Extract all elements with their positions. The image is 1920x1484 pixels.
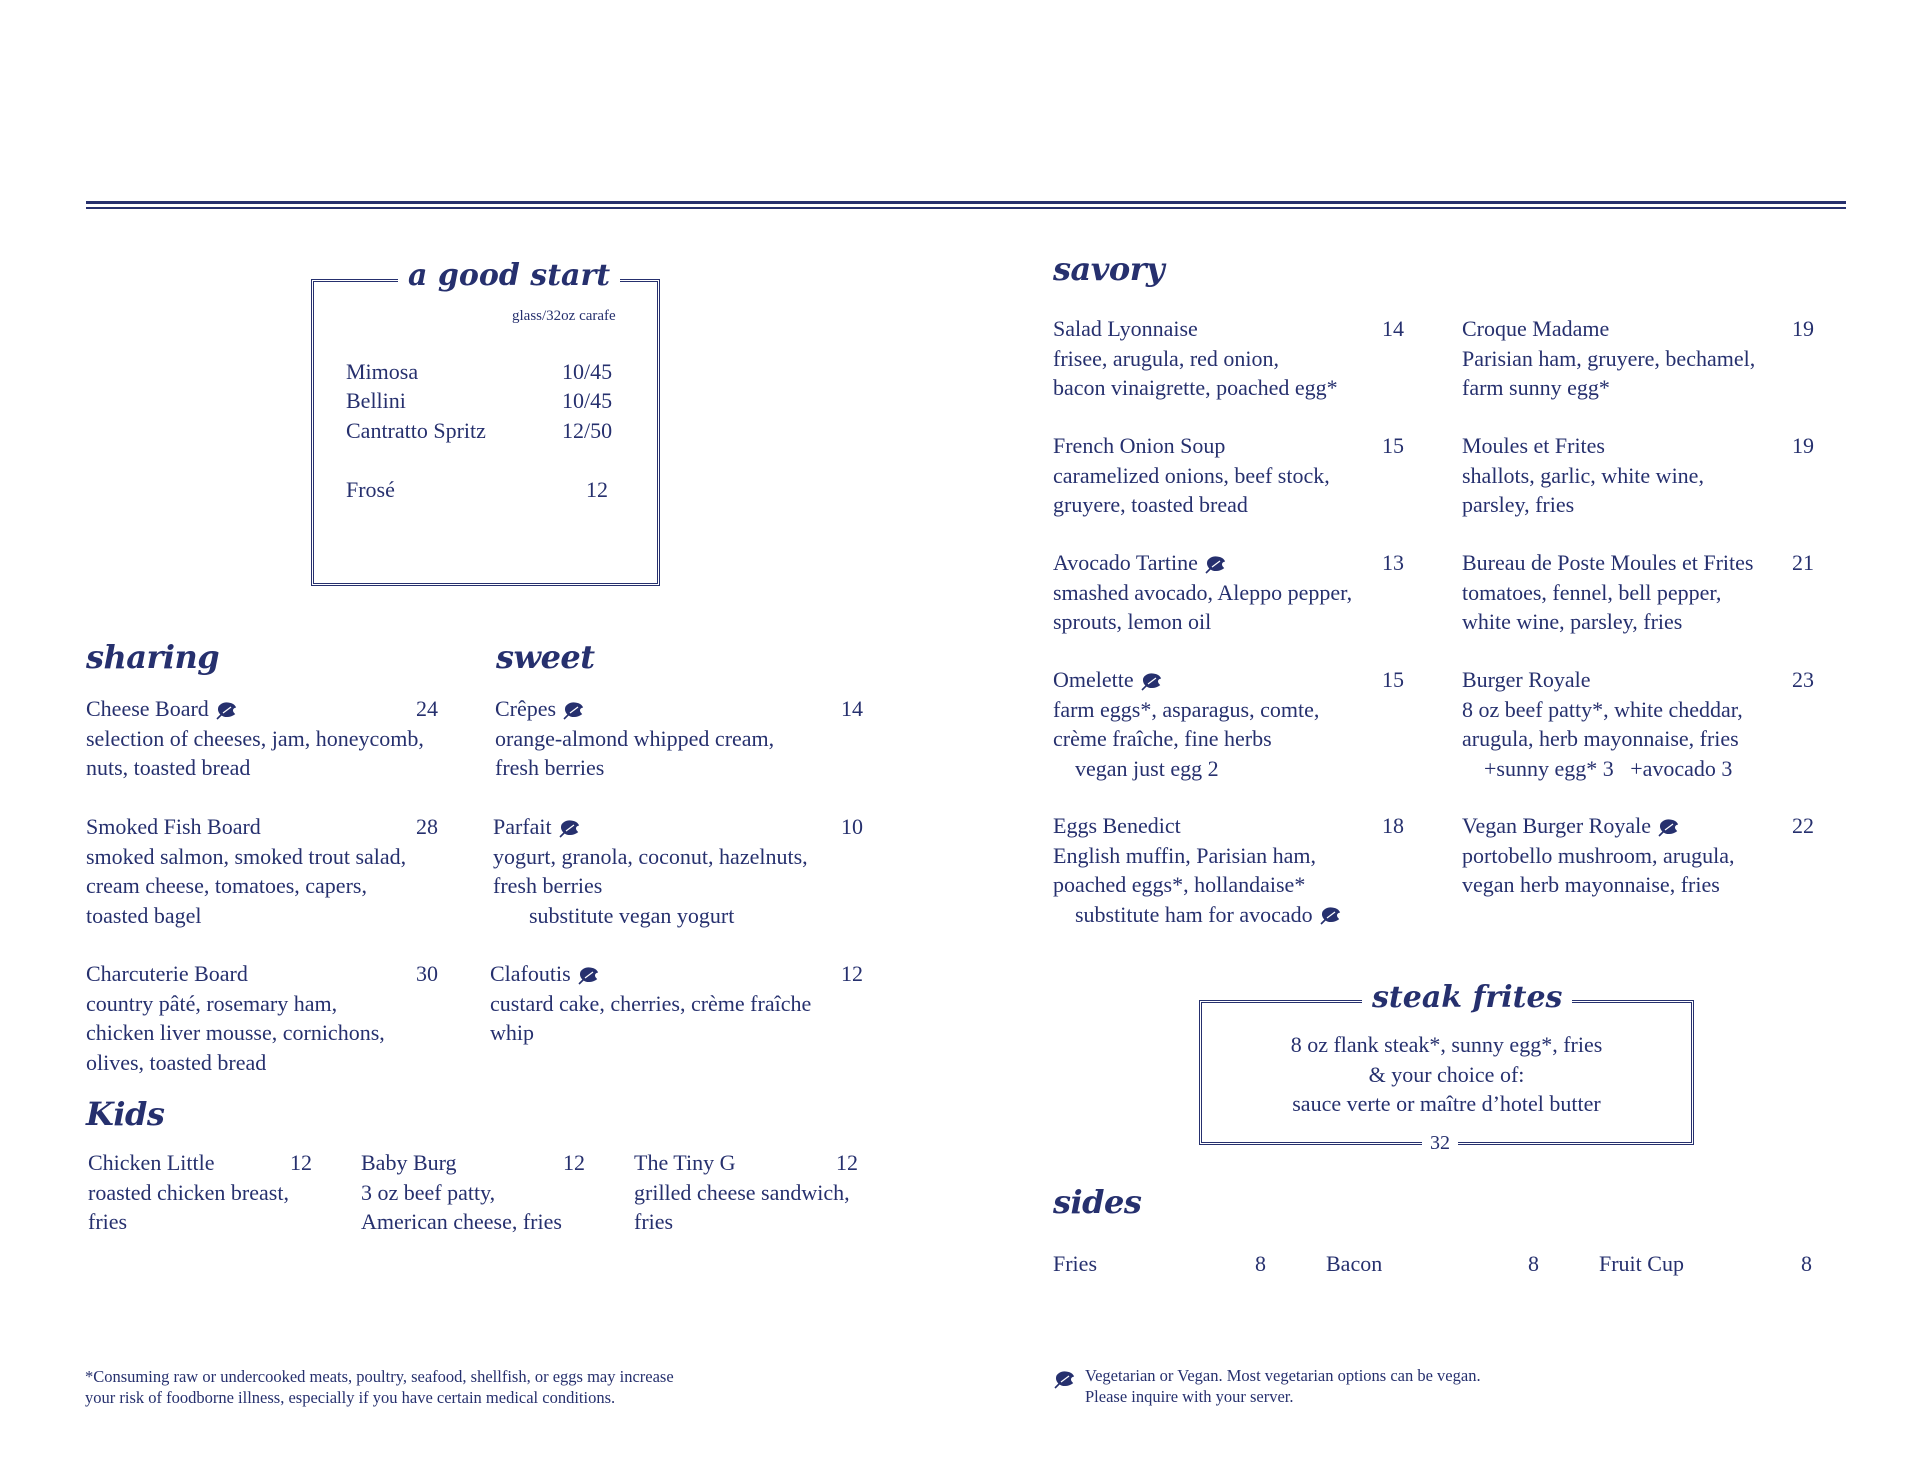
savory-item-omelette — [1053, 665, 1404, 783]
item-desc: toasted bagel — [86, 902, 202, 928]
item-price: 12 — [586, 477, 608, 502]
steak-frites-line: sauce verte or maître d’hotel butter — [1292, 1091, 1601, 1116]
item-desc: olives, toasted bread — [86, 1049, 267, 1075]
item-desc: smoked salmon, smoked trout salad, — [86, 843, 407, 869]
item-name: Moules et Frites — [1462, 433, 1605, 458]
option-text: substitute ham for avocado — [1075, 901, 1313, 927]
item-price: 10 — [841, 814, 863, 839]
item-desc: yogurt, granola, coconut, hazelnuts, — [493, 843, 808, 869]
item-name: Salad Lyonnaise — [1053, 316, 1198, 341]
item-price: 13 — [1382, 550, 1404, 575]
savory-item-salad-lyonnaise — [1053, 314, 1404, 403]
sharing-item-cheese-board — [86, 694, 438, 783]
item-price: 12 — [836, 1150, 858, 1175]
kids-heading: Kids — [86, 1095, 165, 1133]
sharing-item-charcuterie-board — [86, 959, 438, 1077]
sides-item-bacon — [1326, 1249, 1539, 1279]
steak-frites-title: steak frites — [1362, 980, 1572, 1015]
good-start-item — [346, 386, 613, 416]
steak-frites-price: 32 — [1422, 1131, 1458, 1155]
item-name: Eggs Benedict — [1053, 813, 1181, 838]
leaf-icon — [1204, 555, 1226, 575]
savory-item-vegan-burger-royale — [1462, 811, 1814, 900]
item-name: Bellini — [346, 388, 406, 413]
item-desc: vegan herb mayonnaise, fries — [1462, 872, 1720, 897]
item-price: 23 — [1792, 667, 1814, 692]
item-name: Mimosa — [346, 359, 419, 384]
item-desc: grilled cheese sandwich, — [634, 1179, 850, 1205]
item-name: Burger Royale — [1462, 667, 1591, 692]
item-name: Avocado Tartine — [1053, 550, 1198, 575]
item-price: 21 — [1792, 550, 1814, 575]
item-name: Fries — [1053, 1251, 1097, 1276]
sweet-item-parfait — [493, 812, 863, 930]
vegetarian-note — [1085, 1365, 1481, 1407]
item-desc: crème fraîche, fine herbs — [1053, 726, 1272, 751]
item-desc: fries — [88, 1209, 128, 1234]
steak-frites-desc — [1199, 1030, 1694, 1119]
item-desc: white wine, parsley, fries — [1462, 609, 1683, 634]
leaf-icon — [562, 701, 584, 721]
item-desc: roasted chicken breast, — [88, 1179, 289, 1205]
item-desc: parsley, fries — [1462, 492, 1575, 517]
top-rule-thin — [86, 207, 1846, 209]
good-start-item — [346, 416, 613, 446]
item-price: 8 — [1528, 1251, 1539, 1276]
good-start-title: a good start — [398, 258, 620, 293]
item-price: 24 — [416, 696, 438, 721]
item-name: Chicken Little — [88, 1150, 215, 1175]
item-desc: frisee, arugula, red onion, — [1053, 345, 1280, 371]
sides-item-fruit-cup — [1599, 1249, 1812, 1279]
leaf-icon — [1140, 672, 1162, 692]
leaf-icon — [1053, 1370, 1075, 1390]
item-desc: shallots, garlic, white wine, — [1462, 462, 1704, 488]
item-price: 19 — [1792, 316, 1814, 341]
item-price: 12 — [290, 1150, 312, 1175]
item-name: Clafoutis — [490, 961, 571, 986]
sweet-item-crepes — [495, 694, 863, 783]
savory-item-croque-madame — [1462, 314, 1814, 403]
item-option: +sunny egg* 3 +avocado 3 — [1484, 755, 1733, 781]
item-name: Frosé — [346, 477, 395, 502]
item-desc: fries — [634, 1209, 674, 1234]
item-price: 15 — [1382, 667, 1404, 692]
good-start-item — [346, 475, 608, 505]
item-desc: sprouts, lemon oil — [1053, 609, 1212, 634]
item-desc: custard cake, cherries, crème fraîche — [490, 990, 812, 1016]
savory-item-bureau-de-poste-moules — [1462, 548, 1814, 637]
item-name: Cheese Board — [86, 696, 209, 721]
leaf-icon — [558, 819, 580, 839]
item-desc: fresh berries — [493, 873, 603, 898]
item-desc: gruyere, toasted bread — [1053, 492, 1248, 517]
item-price: 28 — [416, 814, 438, 839]
item-name: Croque Madame — [1462, 316, 1610, 341]
item-price: 10/45 — [562, 359, 613, 384]
good-start-item — [346, 357, 613, 387]
note-line: Please inquire with your server. — [1085, 1387, 1294, 1406]
raw-food-warning — [85, 1366, 674, 1408]
item-desc: 3 oz beef patty, — [361, 1179, 496, 1205]
item-name: Smoked Fish Board — [86, 814, 261, 839]
kids-item-chicken-little — [88, 1148, 312, 1237]
item-desc: caramelized onions, beef stock, — [1053, 462, 1330, 488]
item-name: Charcuterie Board — [86, 961, 248, 986]
sweet-heading: sweet — [496, 638, 595, 676]
item-desc: 8 oz beef patty*, white cheddar, — [1462, 696, 1743, 722]
item-price: 8 — [1255, 1251, 1266, 1276]
steak-frites-line: & your choice of: — [1368, 1061, 1525, 1087]
steak-frites-line: 8 oz flank steak*, sunny egg*, fries — [1290, 1032, 1603, 1057]
item-price: 12/50 — [562, 418, 613, 443]
item-desc: farm eggs*, asparagus, comte, — [1053, 696, 1320, 722]
item-desc: Parisian ham, gruyere, bechamel, — [1462, 345, 1756, 371]
item-desc: selection of cheeses, jam, honeycomb, — [86, 725, 424, 751]
legend-leaf — [1053, 1370, 1075, 1390]
leaf-icon — [215, 701, 237, 721]
item-option: vegan just egg 2 — [1075, 755, 1219, 781]
sharing-heading: sharing — [86, 638, 220, 676]
savory-item-burger-royale — [1462, 665, 1814, 783]
item-desc: smashed avocado, Aleppo pepper, — [1053, 579, 1353, 605]
item-desc: poached eggs*, hollandaise* — [1053, 872, 1306, 897]
item-price: 10/45 — [562, 388, 613, 413]
item-name: Bureau de Poste Moules et Frites — [1462, 550, 1754, 575]
good-start-sublabel: glass/32oz carafe — [512, 308, 616, 324]
item-desc: English muffin, Parisian ham, — [1053, 842, 1316, 868]
item-desc: chicken liver mousse, cornichons, — [86, 1020, 385, 1045]
sweet-item-clafoutis — [490, 959, 863, 1048]
savory-item-avocado-tartine — [1053, 548, 1404, 637]
item-price: 14 — [1382, 316, 1404, 341]
item-name: Bacon — [1326, 1251, 1383, 1276]
leaf-icon — [1319, 906, 1341, 926]
savory-item-moules-et-frites — [1462, 431, 1814, 520]
item-name: Omelette — [1053, 667, 1134, 692]
leaf-icon — [577, 966, 599, 986]
warning-line: *Consuming raw or undercooked meats, poultry, seafood, shellfish, or eggs may increase — [85, 1367, 674, 1386]
item-price: 14 — [841, 696, 863, 721]
savory-item-eggs-benedict — [1053, 811, 1404, 929]
item-option — [1053, 900, 1341, 930]
note-line: Vegetarian or Vegan. Most vegetarian options can be vegan. — [1085, 1366, 1481, 1385]
item-price: 8 — [1801, 1251, 1812, 1276]
item-option: substitute vegan yogurt — [529, 902, 735, 928]
item-desc: fresh berries — [495, 755, 605, 780]
sharing-item-smoked-fish-board — [86, 812, 438, 930]
warning-line: your risk of foodborne illness, especially if you have certain medical conditions. — [85, 1388, 616, 1407]
item-desc: tomatoes, fennel, bell pepper, — [1462, 579, 1722, 605]
item-name: Parfait — [493, 814, 552, 839]
item-name: Crêpes — [495, 696, 557, 721]
item-name: French Onion Soup — [1053, 433, 1226, 458]
savory-heading: savory — [1053, 250, 1165, 288]
item-name: Vegan Burger Royale — [1462, 813, 1651, 838]
item-desc: nuts, toasted bread — [86, 755, 251, 780]
top-rule-thick — [86, 201, 1846, 204]
sides-heading: sides — [1053, 1183, 1142, 1221]
item-desc: American cheese, fries — [361, 1209, 562, 1234]
item-desc: orange-almond whipped cream, — [495, 725, 775, 751]
item-desc: whip — [490, 1020, 534, 1045]
leaf-icon — [1657, 818, 1679, 838]
item-desc: cream cheese, tomatoes, capers, — [86, 873, 367, 898]
item-price: 22 — [1792, 813, 1814, 838]
item-name: Baby Burg — [361, 1150, 457, 1175]
savory-item-french-onion-soup — [1053, 431, 1404, 520]
item-price: 12 — [841, 961, 863, 986]
item-price: 15 — [1382, 433, 1404, 458]
item-desc: country pâté, rosemary ham, — [86, 990, 338, 1016]
item-name: Cantratto Spritz — [346, 418, 486, 443]
item-desc: portobello mushroom, arugula, — [1462, 842, 1735, 868]
item-name: Fruit Cup — [1599, 1251, 1684, 1276]
item-price: 12 — [563, 1150, 585, 1175]
item-desc: arugula, herb mayonnaise, fries — [1462, 726, 1739, 751]
sides-item-fries — [1053, 1249, 1266, 1279]
kids-item-tiny-g — [634, 1148, 858, 1237]
item-price: 30 — [416, 961, 438, 986]
item-price: 18 — [1382, 813, 1404, 838]
item-price: 19 — [1792, 433, 1814, 458]
item-desc: bacon vinaigrette, poached egg* — [1053, 375, 1338, 400]
item-desc: farm sunny egg* — [1462, 375, 1610, 400]
item-name: The Tiny G — [634, 1150, 736, 1175]
kids-item-baby-burg — [361, 1148, 585, 1237]
